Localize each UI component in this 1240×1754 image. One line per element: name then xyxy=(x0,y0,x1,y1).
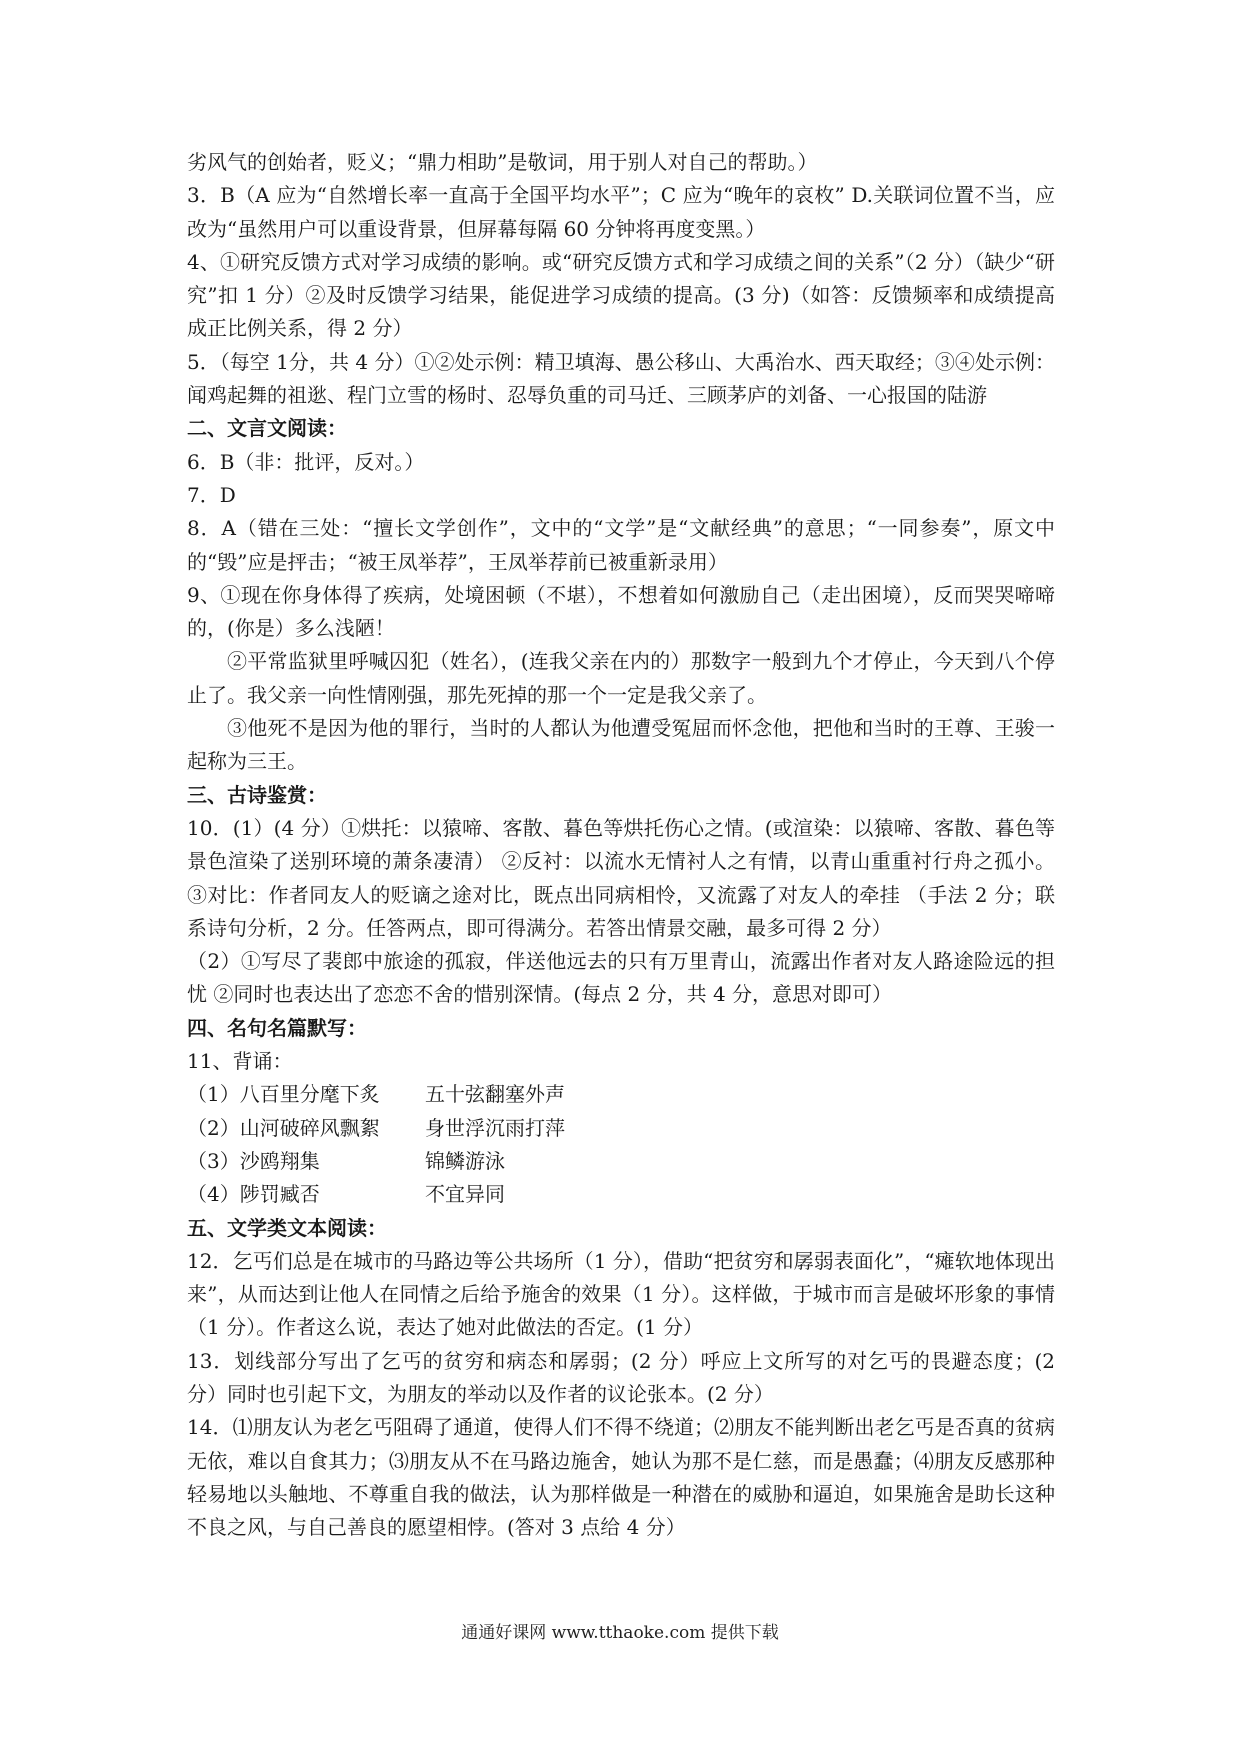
answer-q9-part1: 9、①现在你身体得了疾病，处境困顿（不堪），不想着如何激励自己（走出困境），反而哭哭啼啼的，(你是）多么浅陋！ xyxy=(187,582,1055,641)
recite-row-3 xyxy=(187,1145,1055,1178)
answer-q6: 6．B（非：批评，反对。） xyxy=(187,449,425,474)
answer-q12: 12．乞丐们总是在城市的马路边等公共场所（1 分），借助“把贫穷和孱弱表面化”，“瘫软地体现出来”，从而达到让他人在同情之后给予施舍的效果（1 分）。这样做，于城市而言是破坏形象的事情（1 分）。作者这么说，表达了她对此做法的否定。(1 分） xyxy=(187,1248,1055,1340)
recite-line-a: （3）沙鸥翔集 xyxy=(187,1148,320,1173)
section-heading-classical: 二、文言文阅读： xyxy=(187,416,347,441)
recite-line-b: 锦鳞游泳 xyxy=(425,1148,505,1173)
recite-row-2 xyxy=(187,1112,1055,1145)
answer-key-body xyxy=(187,146,1055,1544)
recite-line-a: （4）陟罚臧否 xyxy=(187,1182,320,1207)
recite-line-a: （2）山河破碎风飘絮 xyxy=(187,1115,380,1140)
answer-q11: 11、背诵： xyxy=(187,1049,293,1074)
answer-q3: 3．B（A 应为“自然增长率一直高于全国平均水平”；C 应为“晚年的哀枚” D.关联词位置不当，应改为“虽然用户可以重设背景，但屏幕每隔 60 分钟将再度变黑。） xyxy=(187,183,1055,241)
recite-row-1 xyxy=(187,1078,1055,1111)
recite-line-a: （1）八百里分麾下炙 xyxy=(187,1082,380,1107)
section-heading-literary: 五、文学类文本阅读： xyxy=(187,1215,387,1240)
section-heading-poetry: 三、古诗鉴赏： xyxy=(187,782,327,807)
recite-line-b: 身世浮沉雨打萍 xyxy=(425,1115,565,1140)
answer-q14: 14．⑴朋友认为老乞丐阻碍了通道，使得人们不得不绕道；⑵朋友不能判断出老乞丐是否真的贫病无依，难以自食其力；⑶朋友从不在马路边施舍，她认为那不是仁慈，而是愚蠢；⑷朋友反感那种轻易地以头触地、不尊重自我的做法，认为那样做是一种潜在的威胁和逼迫，如果施舍是助长这种不良之风，与自己善良的愿望相悖。(答对 3 点给 4 分） xyxy=(187,1415,1055,1540)
answer-q13: 13．划线部分写出了乞丐的贫穷和病态和孱弱；(2 分）呼应上文所写的对乞丐的畏避态度；(2 分）同时也引起下文，为朋友的举动以及作者的议论张本。(2 分） xyxy=(187,1348,1055,1406)
answer-q9-part2: ②平常监狱里呼喊囚犯（姓名），(连我父亲在内的）那数字一般到九个才停止，今天到八个停止了。我父亲一向性情刚强，那先死掉的那一个一定是我父亲了。 xyxy=(187,649,1055,707)
answer-q4: 4、①研究反馈方式对学习成绩的影响。或“研究反馈方式和学习成绩之间的关系”（2 分）（缺少“研究”扣 1 分）②及时反馈学习结果，能促进学习成绩的提高。(3 分)（如答：反馈频率和成绩提高成正比例关系，得 2 分） xyxy=(187,249,1055,341)
page-footer: 通通好课网 www.tthaoke.com 提供下载 xyxy=(461,1623,779,1643)
recite-line-b: 五十弦翻塞外声 xyxy=(425,1082,565,1107)
answer-q9-part3: ③他死不是因为他的罪行，当时的人都认为他遭受冤屈而怀念他，把他和当时的王尊、王骏一起称为三王。 xyxy=(187,716,1055,774)
answer-q5: 5．（每空 1分，共 4 分）①②处示例：精卫填海、愚公移山、大禹治水、西天取经；③④处示例：闻鸡起舞的祖逖、程门立雪的杨时、忍辱负重的司马迁、三顾茅庐的刘备、一心报国的陆游 xyxy=(187,349,1055,408)
section-heading-recitation: 四、名句名篇默写： xyxy=(187,1015,367,1040)
answer-line: 劣风气的创始者，贬义；“鼎力相助”是敬词，用于别人对自己的帮助。） xyxy=(187,150,818,174)
recite-line-b: 不宜异同 xyxy=(425,1182,505,1207)
answer-q10-part1: 10．(1）(4 分）①烘托：以猿啼、客散、暮色等烘托伤心之情。(或渲染：以猿啼、客散、暮色等景色渲染了送别环境的萧条凄清） ②反衬：以流水无情衬人之有情，以青山重重衬行舟之孤小。 ③对比：作者同友人的贬谪之途对比，既点出同病相怜，又流露了对友人的牵挂 （手法 2 分；联系诗句分析，2 分。任答两点，即可得满分。若答出情景交融，最多可得 2 分） xyxy=(187,815,1055,940)
answer-q8: 8．A（错在三处：“擅长文学创作”，文中的“文学”是“文献经典”的意思；“一同参奏”，原文中的“毁”应是抨击；“被王凤举荐”，王凤举荐前已被重新录用） xyxy=(187,516,1055,574)
recite-row-4 xyxy=(187,1178,1055,1211)
answer-q7: 7．D xyxy=(187,482,236,507)
answer-q10-part2: （2）①写尽了裴郎中旅途的孤寂，伴送他远去的只有万里青山，流露出作者对友人路途险远的担忧 ②同时也表达出了恋恋不舍的惜别深情。(每点 2 分，共 4 分，意思对即可） xyxy=(187,949,1055,1007)
